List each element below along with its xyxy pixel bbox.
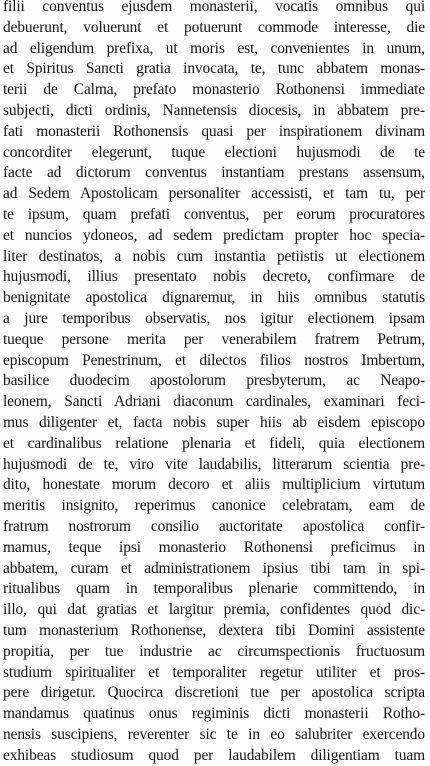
text-line: meritis insignito, reperimus canonice celebratam, eam de xyxy=(3,497,425,515)
text-line: a jure temporibus observatis, nos igitur electionem ipsam xyxy=(3,309,425,327)
text-line: hujusmodi, illius presentato nobis decreto, confirmare de xyxy=(3,268,425,286)
text-line: concorditer elegerunt, tuque electioni hujusmodi de te xyxy=(3,143,425,161)
text-line: ritualibus quam in temporalibus plenarie committendo, in xyxy=(3,580,425,598)
text-line: pere dirigetur. Quocirca discretioni tue per apostolica scripta xyxy=(3,684,425,702)
text-line: mamus, teque ipsi monasterio Rothonensi preficimus in xyxy=(3,538,425,556)
text-line: ad eligendum prefixa, ut moris est, convenientes in unum, xyxy=(3,39,425,57)
text-line: leonem, Sancti Adriani diaconum cardinales, examinari feci- xyxy=(3,393,425,411)
text-line: benignitate apostolica dignaremur, in hiis omnibus statutis xyxy=(3,289,425,307)
text-line: et Spiritus Sancti gratia invocata, te, tunc abbatem monas- xyxy=(3,60,425,78)
text-line: terii de Calma, prefato monasterio Rothonensi immediate xyxy=(3,81,425,99)
text-line: facte ad dictorum conventus instantiam prestans assensum, xyxy=(3,164,425,182)
text-line: propitia, per tue industrie ac circumspectionis fructuosum xyxy=(3,642,425,660)
text-line: illo, qui dat gratias et largitur premia, confidentes quod dic- xyxy=(3,601,425,619)
text-line: et nuncios ydoneos, ad sedem predictam propter hoc specia- xyxy=(3,226,425,244)
text-line: fati monasterii Rothonensis quasi per inspirationem divinam xyxy=(3,122,425,140)
text-line: mus diligenter et, facta nobis super hiis ab eisdem episcopo xyxy=(3,413,425,431)
text-line: studium spiritualiter et temporaliter regetur utiliter et pros- xyxy=(3,663,425,681)
text-line: te ipsum, quam prefati conventus, per eorum procuratores xyxy=(3,205,425,223)
text-line: exhibeas studiosum quod per laudabilem diligentiam tuam xyxy=(3,746,425,764)
text-line: dito, honestate morum decoro et aliis multiplicium virtutum xyxy=(3,476,425,494)
text-line: debuerunt, voluerunt et potuerunt commode interesse, die xyxy=(3,18,425,36)
body-text xyxy=(3,0,425,766)
text-line: tum monasterium Rothonense, dextera tibi Domini assistente xyxy=(3,621,425,639)
text-line: hujusmodi de te, viro vite laudabilis, litterarum scientia pre- xyxy=(3,455,425,473)
text-line: liter destinatos, a nobis cum instantia petiistis ut electionem xyxy=(3,247,425,265)
text-line: abbatem, curam et administrationem ipsius tibi tam in spi- xyxy=(3,559,425,577)
text-line: basilice duodecim apostolorum presbyterum, ac Neapo- xyxy=(3,372,425,390)
text-line: tueque persone merita per venerabilem fratrem Petrum, xyxy=(3,330,425,348)
text-line: et cardinalibus relatione plenaria et fideli, quia electionem xyxy=(3,434,425,452)
text-line: filii conventus ejusdem monasterii, vocatis omnibus qui xyxy=(3,0,425,15)
text-line: subjecti, dicti ordinis, Nannetensis diocesis, in abbatem pre- xyxy=(3,101,425,119)
text-line: fratrum nostrorum consilio auctoritate apostolica confir- xyxy=(3,517,425,535)
text-line: ad Sedem Apostolicam personaliter accessisti, et tam tu, per xyxy=(3,185,425,203)
text-line: mandamus quatinus onus regiminis dicti monasterii Rotho- xyxy=(3,705,425,723)
text-line: nensis suscipiens, reverenter sic te in eo salubriter exercendo xyxy=(3,725,425,743)
text-line: episcopum Penestrinum, et dilectos filios nostros Imbertum, xyxy=(3,351,425,369)
